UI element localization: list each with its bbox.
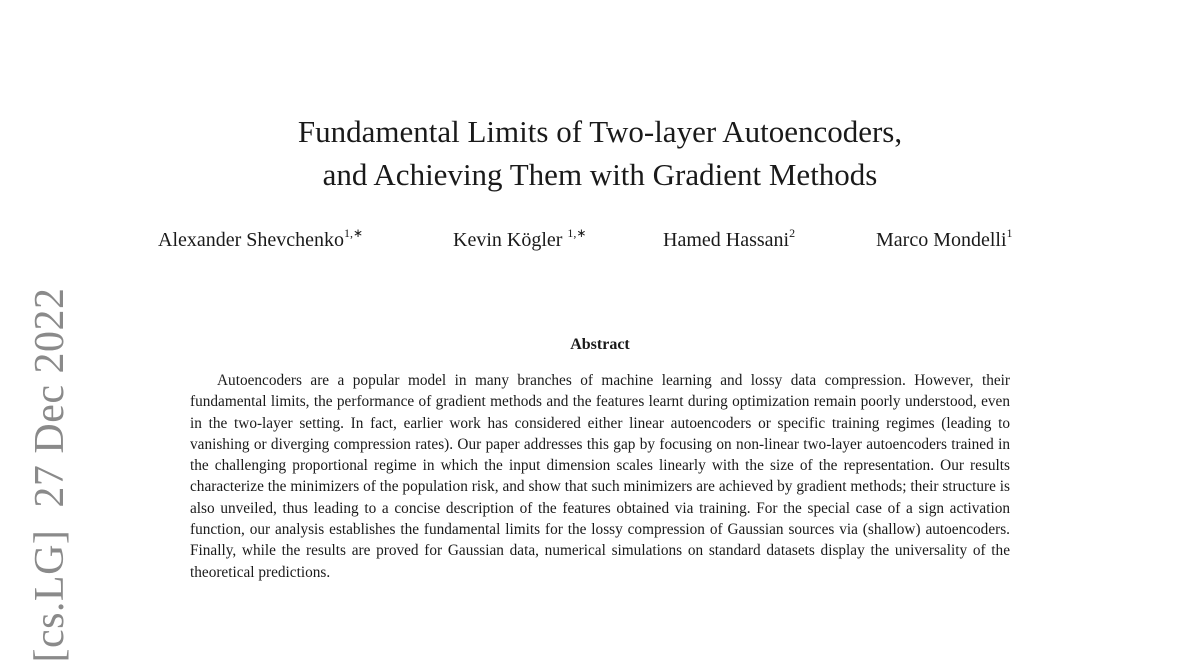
author-name: Marco Mondelli bbox=[876, 229, 1007, 251]
author-name: Hamed Hassani bbox=[663, 229, 790, 251]
author-name: Alexander Shevchenko bbox=[158, 229, 345, 251]
author-4 bbox=[876, 226, 1013, 252]
title-line-1: Fundamental Limits of Two-layer Autoencoders, bbox=[297, 114, 903, 149]
title-line-2: and Achieving Them with Gradient Methods bbox=[322, 157, 878, 192]
author-affiliation: 1 bbox=[1006, 226, 1013, 240]
author-name: Kevin Kögler bbox=[453, 229, 568, 251]
paper-title bbox=[0, 110, 1200, 196]
author-affiliation: 1,∗ bbox=[567, 226, 587, 240]
abstract-text: Autoencoders are a popular model in many branches of machine learning and lossy data compression. However, their fundamental limits, the performance of gradient methods and the features learnt during optimization remain poorly understood, even in the two-layer setting. In fact, earlier work has considered either linear autoencoders or specific training regimes (leading to vanishing or diverging compression rates). Our paper addresses this gap by focusing on non-linear two-layer autoencoders trained in the challenging proportional regime in which the input dimension scales linearly with the size of the representation. Our results characterize the minimizers of the population risk, and show that such minimizers are achieved by gradient methods; their structure is also unveiled, thus leading to a concise description of the features obtained via training. For the special case of a sign activation function, our analysis establishes the fundamental limits for the lossy compression of Gaussian sources via (shallow) autoencoders. Finally, while the results are proved for Gaussian data, numerical simulations on standard datasets display the universality of the theoretical predictions. bbox=[190, 372, 1010, 581]
author-affiliation: 1,∗ bbox=[344, 226, 364, 240]
author-1 bbox=[158, 226, 364, 252]
abstract-heading: Abstract bbox=[570, 336, 630, 353]
author-2 bbox=[453, 226, 587, 252]
author-3 bbox=[663, 226, 796, 252]
arxiv-category: [cs.LG] bbox=[27, 529, 73, 663]
arxiv-date: 27 Dec 2022 bbox=[27, 287, 73, 508]
author-affiliation: 2 bbox=[789, 226, 796, 240]
